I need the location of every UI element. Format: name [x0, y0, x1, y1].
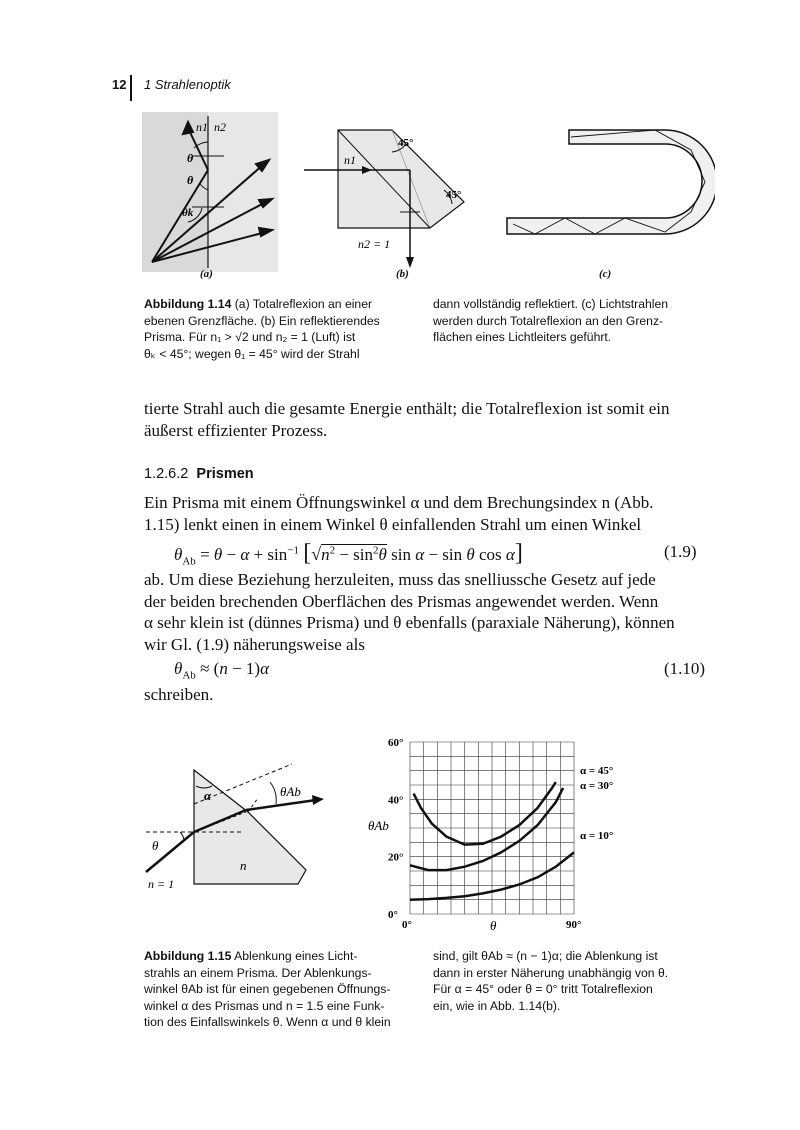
label-n2: n2: [214, 120, 226, 134]
series-label-0: α = 45°: [580, 765, 614, 777]
series-line-1: [410, 788, 563, 870]
figure-1-14-panel-a: [142, 112, 278, 272]
figure-1-15-prism: [140, 760, 340, 900]
section-heading: 1.2.6.2 Prismen: [144, 466, 254, 482]
y-tick-label: 60°: [388, 737, 404, 749]
label-theta-ab: θAb: [280, 784, 301, 799]
label-n: n: [240, 858, 247, 873]
panel-c-label: (c): [599, 268, 612, 280]
label-n2: n2 = 1: [358, 237, 391, 251]
caption-title: Abbildung 1.15: [144, 949, 232, 963]
chart-y-label: θAb: [368, 818, 389, 833]
label-n1: n1: [196, 120, 208, 134]
series-line-0: [414, 782, 556, 845]
equation-1-10: $\theta_{Ab} \approx (n - 1)\alpha$: [174, 659, 269, 682]
page-number: 12: [112, 77, 127, 92]
caption-title: Abbildung 1.14: [144, 297, 232, 311]
label-n1: n1: [344, 153, 356, 167]
label-45-top: 45°: [398, 137, 414, 149]
panel-b-label: (b): [396, 268, 409, 280]
label-theta-incident: θ: [187, 151, 194, 165]
label-theta: θ: [152, 838, 159, 853]
figure-1-14-caption-right: dann vollständig reflektiert. (c) Lichtstrahlen werden durch Totalreflexion an den Grenz- flächen eines Lichtleiters geführt.: [433, 297, 669, 344]
figure-1-15-caption-right: sind, gilt θAb ≈ (n − 1)α; die Ablenkung ist dann in erster Näherung unabhängig von θ. Für α = 45° oder θ = 0° tritt Totalreflexion ein, wie in Abb. 1.14(b).: [433, 949, 669, 1013]
chart-grid: [410, 742, 574, 914]
figure-1-14-caption-left: Abbildung 1.14 (a) Totalreflexion an einer ebenen Grenzfläche. (b) Ein reflektierendes Prisma. Für n₁ > √2 und n₂ = 1 (Luft) ist θₖ < 45°; wegen θ₁ = 45° wird der Strahl: [144, 297, 380, 361]
y-tick-label: 20°: [388, 851, 404, 864]
label-n-outside: n = 1: [148, 877, 175, 891]
y-tick-label: 0°: [388, 909, 398, 921]
panel-a-label: (a): [200, 268, 213, 280]
x-tick-label: 0°: [402, 919, 412, 931]
label-theta-reflected: θ: [187, 173, 194, 187]
equation-1-10-number: (1.10): [664, 659, 706, 678]
chart-x-label: θ: [490, 918, 497, 933]
x-tick-label: 90°: [566, 919, 582, 931]
paragraph-prism-intro: Ein Prisma mit einem Öffnungswinkel α und dem Brechungsindex n (Abb. 1.15) lenkt einen in einem Winkel θ einfallenden Strahl um einen Winkel: [144, 493, 654, 534]
figure-1-14-panel-c: [505, 120, 715, 240]
equation-1-9: $\theta_{Ab} = \theta - \alpha + \sin^{-1} [√n^2 - \sin^2\theta$ sin α − sin θ cos α]: [174, 540, 523, 568]
y-tick-label: 40°: [388, 794, 404, 807]
series-label-2: α = 10°: [580, 830, 614, 842]
series-label-1: α = 30°: [580, 780, 614, 792]
paragraph-derivation: ab. Um diese Beziehung herzuleiten, muss das snelliussche Gesetz auf jede der beiden brechenden Oberflächen des Prismas angewendet werden. Wenn α sehr klein ist (dünnes Prisma) und θ ebenfalls (paraxiale Näherung), können wir Gl. (1.9) näherungsweise als: [144, 570, 675, 654]
chart-tick-labels: [388, 737, 581, 931]
paragraph-total-reflection: tierte Strahl auch die gesamte Energie enthält; die Totalreflexion ist somit ein äußerst effizienter Prozess.: [144, 399, 670, 440]
header-divider: [130, 75, 132, 101]
equation-1-9-number: (1.9): [664, 542, 697, 561]
chapter-title: 1 Strahlenoptik: [144, 77, 231, 92]
figure-1-15-caption-left: Abbildung 1.15 Ablenkung eines Licht- strahls an einem Prisma. Der Ablenkungs- winkel θAb ist für einen gegebenen Öffnungs- winkel α des Prismas und n = 1.5 eine Funk- tion des Einfallswinkels θ. Wenn α und θ klein: [144, 949, 391, 1029]
paragraph-schreiben: schreiben.: [144, 685, 214, 704]
figure-1-15-chart: [360, 734, 660, 934]
running-header: [112, 77, 231, 92]
label-45-bottom: 45°: [446, 189, 462, 201]
label-theta-critical: θk: [182, 207, 194, 219]
figure-1-14-panel-b: [300, 112, 500, 272]
label-alpha: α: [204, 788, 212, 803]
